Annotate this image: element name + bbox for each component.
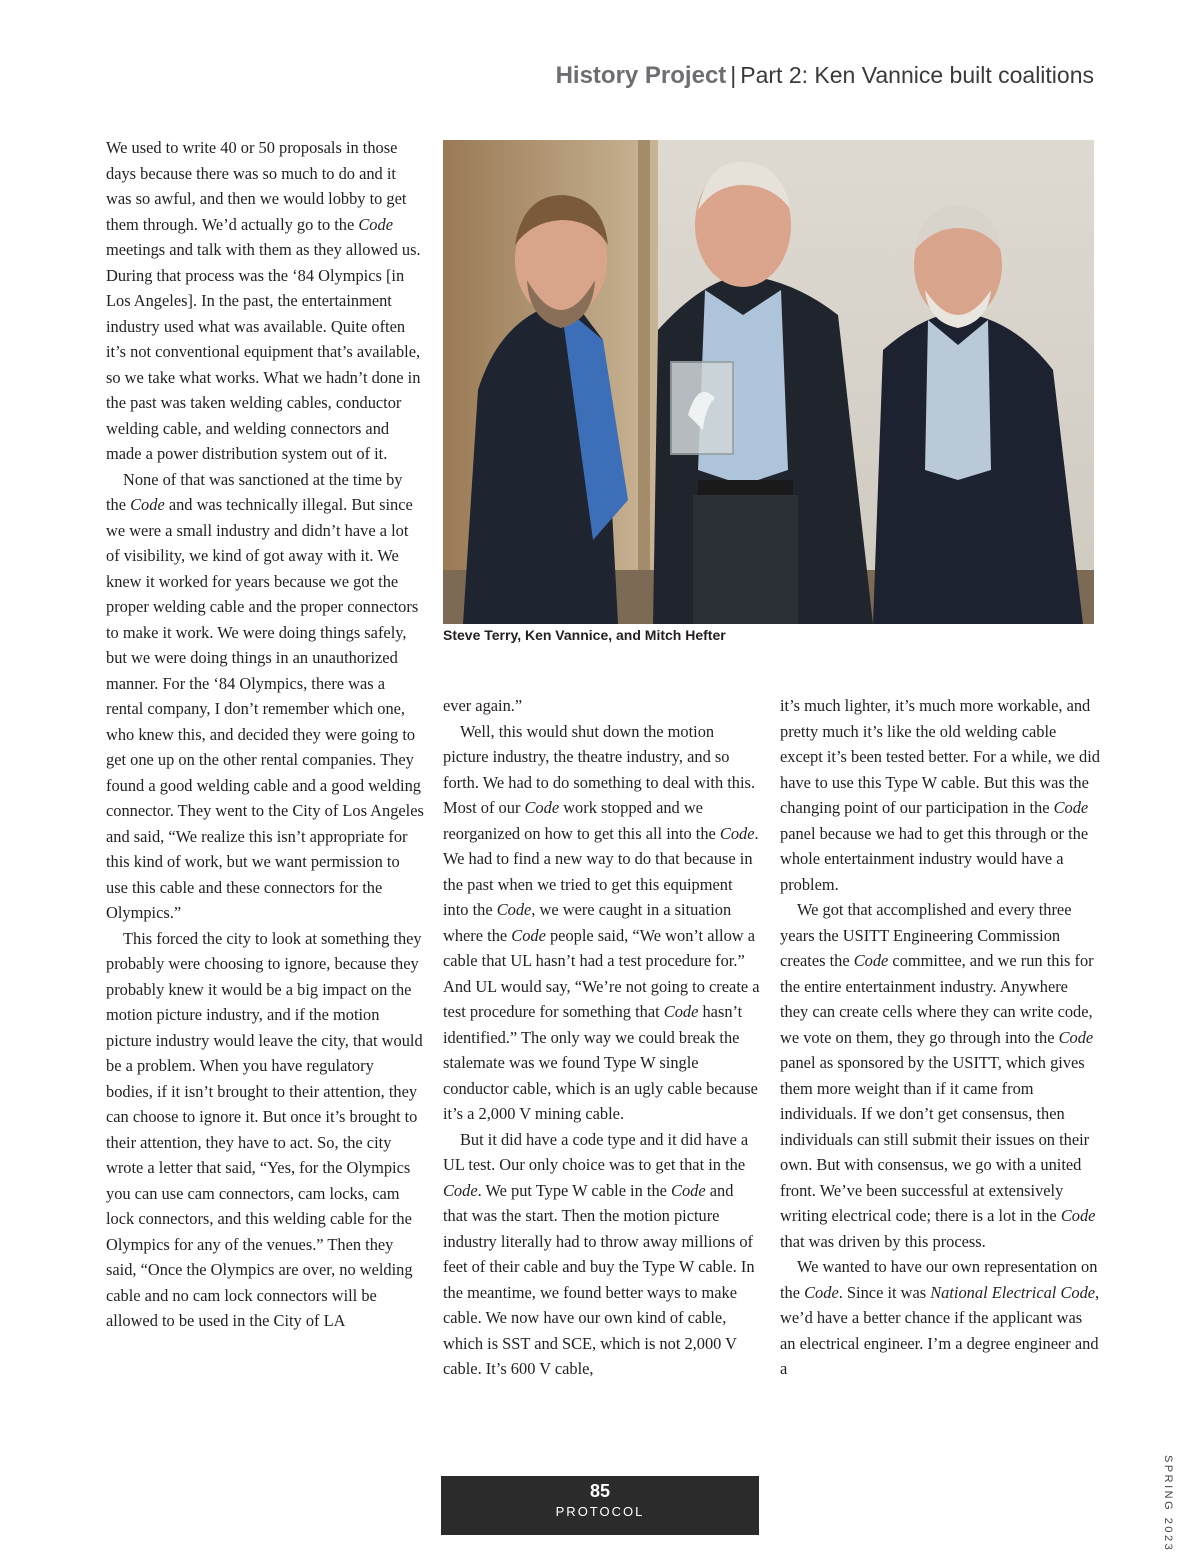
italic-text: Code: [443, 1180, 478, 1200]
photo-caption: Steve Terry, Ken Vannice, and Mitch Hefter: [443, 627, 726, 643]
body-paragraph: [780, 693, 1100, 897]
text-run: We wanted to have our own representation on the: [780, 1257, 1098, 1302]
italic-text: Code: [511, 925, 546, 945]
text-run: panel as sponsored by the USITT, which gives them more weight than if it came from individuals. If we don’t get consensus, then individuals can still submit their issues on their own. But with consensus, we go with a united front. We’ve been successful at extensively writing electrical code; there is a lot in the: [780, 1053, 1090, 1225]
magazine-name: PROTOCOL: [555, 1504, 645, 1519]
italic-text: Code: [1053, 798, 1089, 817]
body-paragraph: [443, 719, 761, 1127]
text-run: panel because we had to get this through or the whole entertainment industry would have a problem.: [780, 823, 1089, 894]
italic-text: Code: [663, 1002, 699, 1021]
italic-text: Code: [524, 798, 560, 817]
text-run: people said, “We won’t allow a cable that UL hasn’t had a test procedure for.” And UL would say, “We’re not going to create a test procedure for something that: [443, 925, 760, 1021]
body-paragraph: [443, 693, 761, 719]
text-run: None of that was sanctioned at the time by the: [106, 469, 403, 514]
body-paragraph: [106, 926, 424, 1334]
text-run: We used to write 40 or 50 proposals in those days because there was so much to do and it was so awful, and then we would lobby to get them through. We’d actually go to the: [106, 138, 407, 234]
italic-text: Code: [719, 823, 755, 843]
text-run: . We had to find a new way to do that because in the past when we tried to get this equipment into the: [443, 823, 759, 919]
text-run: that was driven by this process.: [780, 1231, 986, 1251]
italic-text: Code: [671, 1180, 706, 1200]
italic-text: Code: [853, 951, 889, 970]
text-run: and was technically illegal. But since we were a small industry and didn’t have a lot of visibility, we kind of got away with it. We knew it worked for years because we got the proper welding cable and the proper connectors to make it work. We were doing things safely, but we were doing things in an unauthorized manner. For the ‘84 Olympics, there was a rental company, I don’t remember which one, who knew this, and decided they were going to get one up on the other rental companies. They found a good welding cable and a good welding connector. They went to the City of Los Angeles and said, “We realize this isn’t appropriate for this kind of work, but we want permission to use this cable and these connectors for the Olympics.”: [106, 495, 424, 922]
running-header: [556, 62, 1094, 90]
italic-text: Code: [358, 214, 393, 234]
text-column-1: [106, 135, 424, 1334]
body-paragraph: [780, 1254, 1100, 1382]
text-run: and that was the start. Then the motion picture industry literally had to throw away millions of feet of their cable and buy the Type W cable. In the meantime, we found better ways to make cable. We now have our own kind of cable, which is SST and SCE, which is not 2,000 V cable. It’s 600 V cable,: [443, 1180, 755, 1378]
body-paragraph: [443, 1127, 761, 1382]
text-run: But it did have a code type and it did have a UL test. Our only choice was to get that in the: [443, 1129, 749, 1174]
body-paragraph: [106, 467, 424, 926]
italic-text: Code: [130, 495, 165, 514]
text-run: . Since it was: [838, 1282, 931, 1302]
text-run: hasn’t identified.” The only way we could break the stalemate was we found Type W single conductor cable, which is an ugly cable because it’s a 2,000 V mining cable.: [443, 1002, 758, 1123]
text-column-3: [780, 693, 1100, 1382]
photo-illustration: [443, 140, 1094, 624]
italic-text: Code: [496, 900, 532, 919]
text-run: committee, and we run this for the entire entertainment industry. Anywhere they can create cells where they can write code, we vote on them, they go through into the: [780, 951, 1094, 1047]
body-paragraph: [106, 135, 424, 467]
italic-text: Code: [804, 1282, 839, 1302]
text-run: We got that accomplished and every three years the USITT Engineering Commission creates the: [780, 900, 1072, 970]
group-photo: [443, 140, 1094, 624]
text-run: meetings and talk with them as they allowed us. During that process was the ‘84 Olympics [in Los Angeles]. In the past, the entertainment industry used what was available. Quite often it’s not conventional equipment that’s available, so we take what works. What we hadn’t done in the past was taken welding cables, conductor welding cable, and welding connectors and made a power distribution system out of it.: [106, 240, 421, 463]
body-paragraph: [780, 897, 1100, 1254]
article-title: Part 2: Ken Vannice built coalitions: [740, 62, 1094, 88]
text-run: This forced the city to look at something they probably were choosing to ignore, because they probably knew it would be a big impact on the motion picture industry, and if the motion picture industry would leave the city, that would be a problem. When you have regulatory bodies, if it isn’t brought to their attention, they can choose to ignore it. But once it’s brought to their attention, they have to act. So, the city wrote a letter that said, “Yes, for the Olympics you can use cam connectors, cam locks, cam lock connectors, and this welding cable for the Olympics for any of the venues.” Then they said, “Once the Olympics are over, no welding cable and no cam lock connectors will be allowed to be used in the City of LA: [106, 928, 423, 1330]
issue-label: SPRING 2023: [1162, 1455, 1174, 1552]
page-footer: [441, 1476, 759, 1535]
section-title: History Project: [555, 62, 727, 89]
text-run: , we’d have a better chance if the applicant was an electrical engineer. I’m a degree engineer and a: [780, 1282, 1100, 1378]
header-separator: |: [730, 62, 737, 88]
text-run: Well, this would shut down the motion picture industry, the theatre industry, and so forth. We had to do something to deal with this. Most of our: [443, 721, 756, 817]
page-number: 85: [589, 1481, 611, 1501]
text-run: ever again.”: [443, 696, 523, 715]
text-run: work stopped and we reorganized on how to get this all into the: [443, 798, 720, 843]
text-column-2: [443, 693, 761, 1382]
italic-text: Code: [1058, 1027, 1094, 1047]
text-run: , we were caught in a situation where the: [443, 900, 732, 945]
italic-text: National Electrical Code: [930, 1282, 1096, 1302]
text-run: . We put Type W cable in the: [477, 1180, 672, 1200]
text-run: it’s much lighter, it’s much more workable, and pretty much it’s like the old welding cable except it’s been tested better. For a while, we did have to use this Type W cable. But this was the changing point of our participation in the: [780, 696, 1100, 817]
italic-text: Code: [1060, 1206, 1096, 1225]
